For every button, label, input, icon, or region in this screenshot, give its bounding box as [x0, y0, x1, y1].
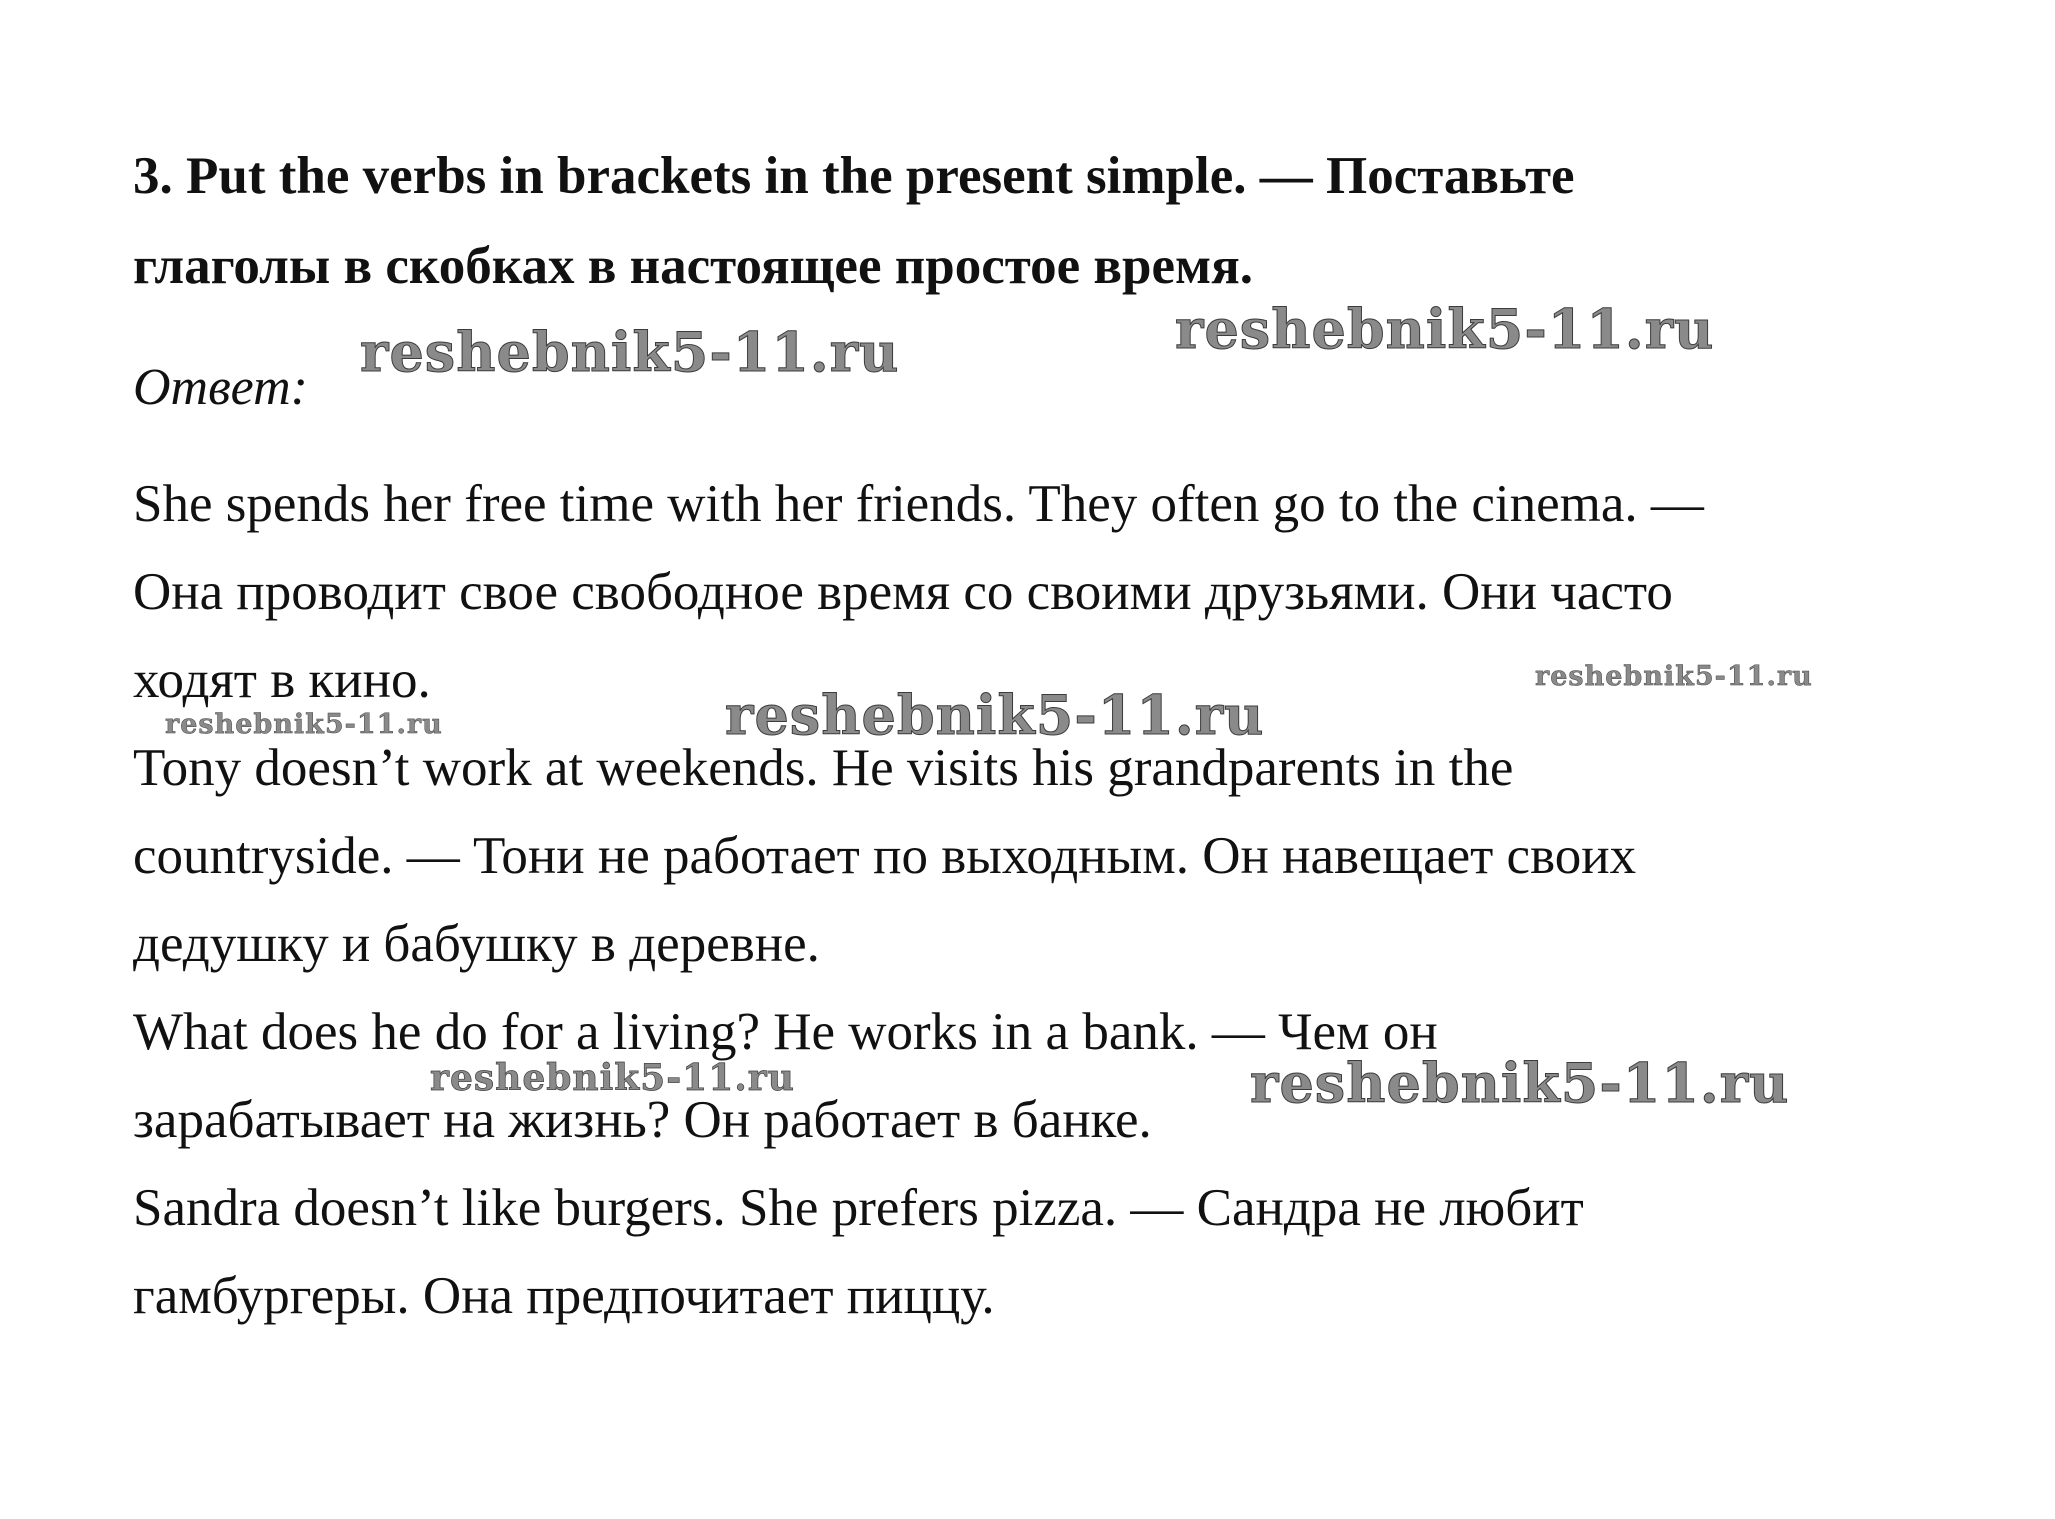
watermark: reshebnik5-11.ru [1535, 661, 1813, 692]
answer-line-3: ходят в кино. [133, 651, 431, 709]
watermark: reshebnik5-11.ru [1175, 297, 1715, 361]
exercise-heading-line-1: 3. Put the verbs in brackets in the present simple. — Поставьте [133, 147, 1575, 205]
watermark: reshebnik5-11.ru [165, 709, 443, 740]
answer-line-10: гамбургеры. Она предпочитает пиццу. [133, 1267, 995, 1325]
answer-line-9: Sandra doesn’t like burgers. She prefers pizza. — Сандра не любит [133, 1179, 1584, 1237]
answer-line-4: Tony doesn’t work at weekends. He visits his grandparents in the [133, 739, 1514, 797]
answer-line-1: She spends her free time with her friends. They often go to the cinema. — [133, 475, 1704, 533]
watermark: reshebnik5-11.ru [1250, 1051, 1790, 1115]
answer-line-2: Она проводит свое свободное время со своими друзьями. Они часто [133, 563, 1673, 621]
answer-line-5: countryside. — Тони не работает по выходным. Он навещает своих [133, 827, 1637, 885]
watermark: reshebnik5-11.ru [430, 1057, 795, 1099]
answer-line-6: дедушку и бабушку в деревне. [133, 915, 820, 973]
answer-line-8: зарабатывает на жизнь? Он работает в банке. [133, 1091, 1152, 1149]
answer-label: Ответ: [133, 359, 308, 416]
exercise-heading-line-2: глаголы в скобках в настоящее простое время. [133, 237, 1254, 295]
watermark: reshebnik5-11.ru [725, 683, 1265, 747]
answer-line-7: What does he do for a living? He works in a bank. — Чем он [133, 1003, 1438, 1061]
watermark: reshebnik5-11.ru [360, 320, 900, 384]
